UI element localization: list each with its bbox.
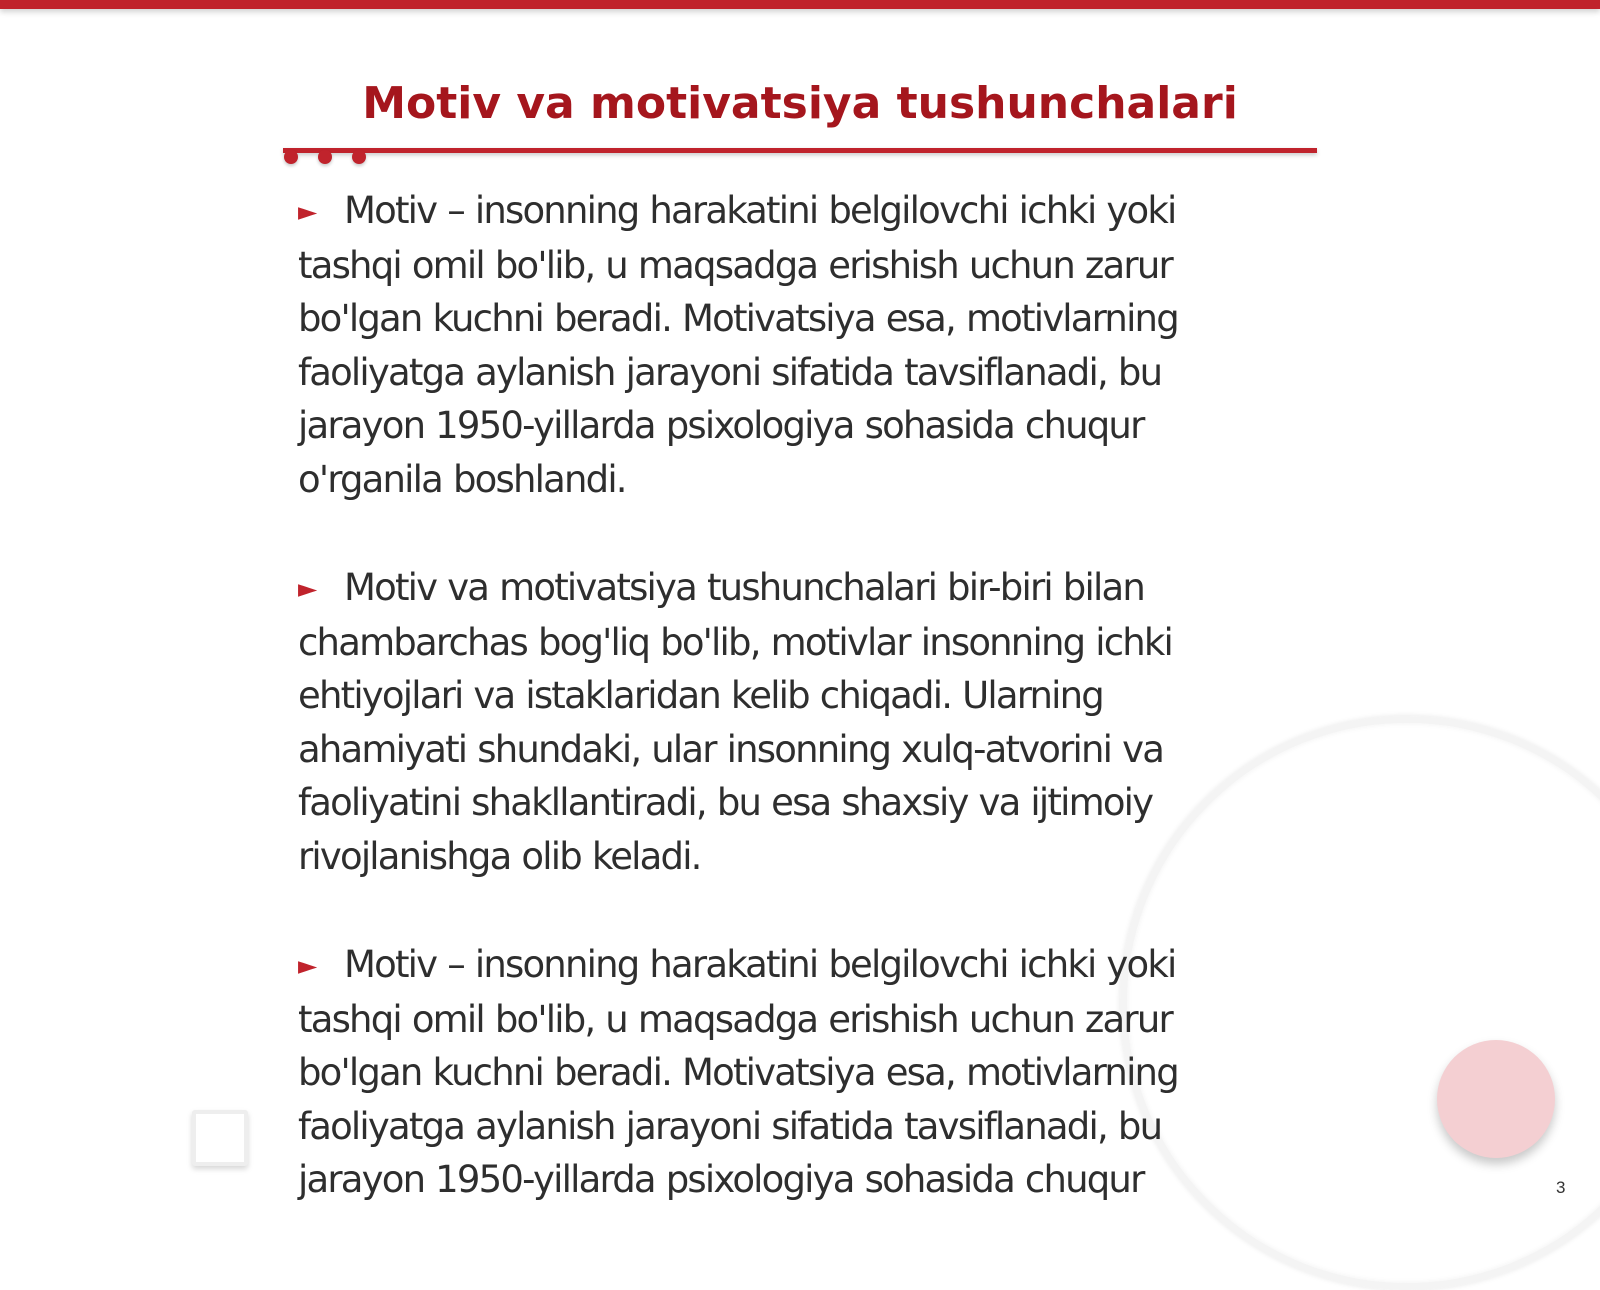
- bullet-arrow-icon: ►: [298, 574, 318, 603]
- decorative-dot: [352, 150, 366, 164]
- bullet-paragraph: [298, 184, 1258, 506]
- title-underline: [283, 148, 1317, 153]
- decorative-pink-disc: [1437, 1040, 1555, 1158]
- paragraph-text: Motiv – insonning harakatini belgilovchi ichki yoki tashqi omil bo'lib, u maqsadga erishish uchun zarur bo'lgan kuchni beradi. Motivatsiya esa, motivlarning faoliyatga aylanish jarayoni sifatida tavsiflanadi, bu jarayon 1950-yillarda psixologiya sohasida chuqur o'rganila boshlandi.: [298, 189, 1178, 501]
- page-number: 3: [1556, 1178, 1566, 1197]
- bullet-arrow-icon: ►: [298, 197, 318, 226]
- paragraph-text: Motiv va motivatsiya tushunchalari bir-biri bilan chambarchas bog'liq bo'lib, motivlar insonning ichki ehtiyojlari va istaklaridan kelib chiqadi. Ularning ahamiyati shundaki, ular insonning xulq-atvorini va faoliyatini shakllantiradi, bu esa shaxsiy va ijtimoiy rivojlanishga olib keladi.: [298, 566, 1173, 878]
- decorative-square: [192, 1110, 248, 1166]
- top-accent-bar: [0, 0, 1600, 9]
- slide-body: [298, 184, 1258, 1262]
- slide-title: Motiv va motivatsiya tushunchalari: [362, 78, 1238, 129]
- paragraph-text: Motiv – insonning harakatini belgilovchi ichki yoki tashqi omil bo'lib, u maqsadga erishish uchun zarur bo'lgan kuchni beradi. Motivatsiya esa, motivlarning faoliyatga aylanish jarayoni sifatida tavsiflanadi, bu jarayon 1950-yillarda psixologiya sohasida chuqur: [298, 943, 1178, 1201]
- decorative-dot: [318, 150, 332, 164]
- bullet-paragraph: [298, 938, 1258, 1207]
- decorative-dot: [284, 150, 298, 164]
- bullet-paragraph: [298, 561, 1258, 883]
- bullet-arrow-icon: ►: [298, 951, 318, 980]
